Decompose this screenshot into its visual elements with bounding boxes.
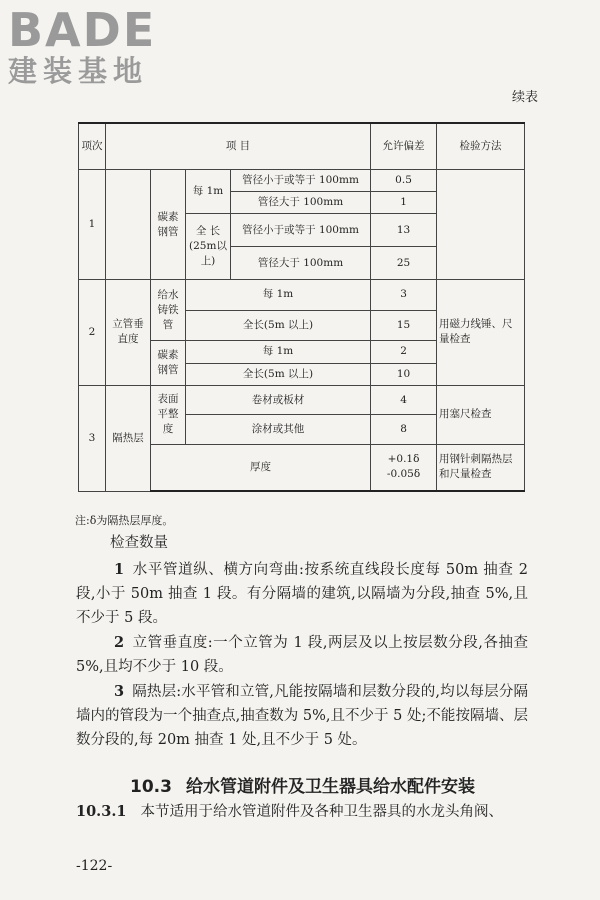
table-note: 注:δ为隔热层厚度。 — [75, 514, 174, 527]
group1-no: 1 — [79, 170, 106, 280]
group3-thickness-tol — [371, 444, 437, 491]
group3-r2-cond: 涂材或其他 — [186, 415, 371, 445]
clause-number: 10.3.1 — [76, 803, 127, 820]
group2-r2-tol: 15 — [371, 310, 437, 341]
group3-r2-tol: 8 — [371, 415, 437, 445]
group3-no: 3 — [79, 385, 106, 491]
header-method: 检验方法 — [437, 123, 525, 170]
group3-r1-cond: 卷材或板材 — [186, 385, 371, 415]
section-name: 给水管道附件及卫生器具给水配件安装 — [185, 777, 475, 797]
item-text: 水平管道纵、横方向弯曲:按系统直线段长度每 50m 抽查 2 段,小于 50m 抽查 1 段。有分隔墙的建筑,以隔墙为分段,抽查 5%,且不少于 5 段。 — [76, 562, 528, 626]
group3-thickness: 厚度 — [151, 444, 371, 491]
tol-plus: +0.1δ — [387, 453, 420, 466]
item-number: 2 — [114, 634, 125, 651]
inspection-heading: 检查数量 — [110, 535, 168, 551]
tolerance-table — [78, 122, 525, 492]
table-header-row — [79, 123, 525, 170]
inspection-item-2 — [76, 631, 528, 679]
group3-thickness-method: 用钢针刺隔热层和尺量检查 — [437, 444, 525, 491]
group2-r1-cond: 每 1m — [186, 279, 371, 310]
table-row — [79, 279, 525, 310]
continued-label: 续表 — [511, 90, 538, 105]
brand-logo — [8, 3, 157, 88]
group1-method — [437, 170, 525, 280]
group3-r1-tol: 4 — [371, 385, 437, 415]
header-no: 项次 — [79, 123, 106, 170]
inspection-item-3 — [76, 680, 528, 752]
group2-r2-cond: 全长(5m 以上) — [186, 310, 371, 341]
group1-full-length: 全 长(25m以上) — [186, 214, 231, 280]
group2-name: 立管垂直度 — [106, 279, 151, 385]
header-tolerance: 允许偏差 — [371, 123, 437, 170]
clause-10-3-1 — [76, 800, 528, 824]
item-number: 3 — [114, 683, 125, 700]
item-text: 立管垂直度:一个立管为 1 段,两层及以上按层数分段,各抽查 5%,且均不少于 10 段。 — [76, 635, 528, 675]
section-title — [130, 772, 475, 797]
clause-text: 本节适用于给水管道附件及各种卫生器具的水龙头角阀、 — [140, 804, 503, 820]
section-number: 10.3 — [130, 777, 172, 797]
group2-r4-cond: 全长(5m 以上) — [186, 363, 371, 385]
group1-r1-tol: 0.5 — [371, 170, 437, 192]
tol-minus: -0.05δ — [386, 468, 421, 481]
group1-name — [106, 170, 151, 280]
group2-carbon-pipe: 碳素钢管 — [151, 341, 186, 385]
group1-r4-tol: 25 — [371, 247, 437, 280]
group3-flat-method: 用塞尺检查 — [437, 385, 525, 444]
group2-no: 2 — [79, 279, 106, 385]
logo-subtitle: 建装基地 — [8, 54, 149, 88]
group2-r1-tol: 3 — [371, 279, 437, 310]
logo-wordmark: BADE — [8, 3, 157, 57]
group2-r3-cond: 每 1m — [186, 341, 371, 363]
page-number: -122- — [76, 858, 113, 874]
group1-per-meter: 每 1m — [186, 170, 231, 214]
group2-r4-tol: 10 — [371, 363, 437, 385]
table-row — [79, 385, 525, 415]
item-text: 隔热层:水平管和立管,凡能按隔墙和层数分段的,均以每层分隔墙内的管段为一个抽查点,抽查数为 5%,且不少于 5 处;不能按隔墙、层数分段的,每 20m 抽查 1 处,且不少于 5 处。 — [76, 684, 528, 748]
group3-name: 隔热层 — [106, 385, 151, 491]
table-row — [79, 170, 525, 192]
group1-r4-cond: 管径大于 100mm — [231, 247, 371, 280]
group1-r3-tol: 13 — [371, 214, 437, 247]
header-item: 项 目 — [106, 123, 371, 170]
group3-flatness: 表面平整度 — [151, 385, 186, 444]
item-number: 1 — [114, 561, 125, 578]
group1-r1-cond: 管径小于或等于 100mm — [231, 170, 371, 192]
group1-r3-cond: 管径小于或等于 100mm — [231, 214, 371, 247]
group2-method: 用磁力线锤、尺量检查 — [437, 279, 525, 385]
group2-cast-iron-pipe: 给水铸铁管 — [151, 279, 186, 340]
group1-carbon-pipe: 碳素钢管 — [151, 170, 186, 280]
group1-r2-cond: 管径大于 100mm — [231, 192, 371, 214]
group1-r2-tol: 1 — [371, 192, 437, 214]
group2-r3-tol: 2 — [371, 341, 437, 363]
inspection-item-1 — [76, 558, 528, 630]
